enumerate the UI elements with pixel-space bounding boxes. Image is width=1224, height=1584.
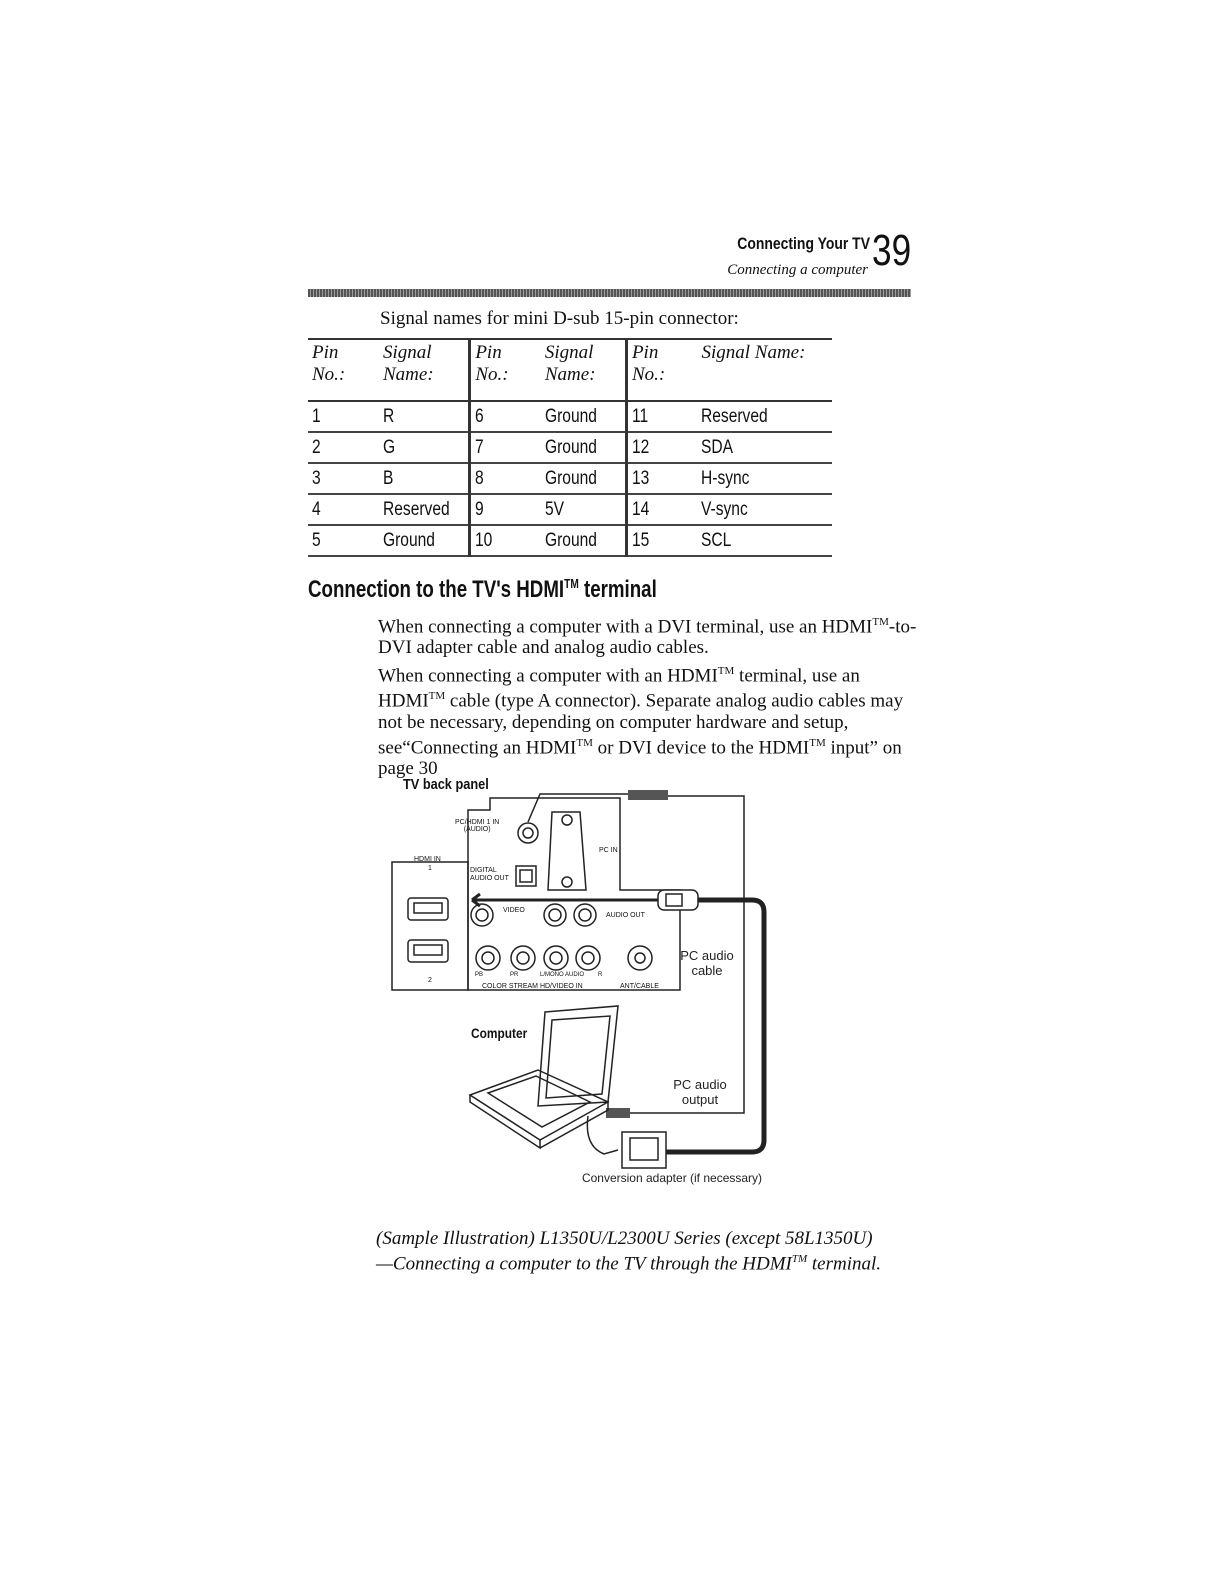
table-cell-text: H-sync	[701, 467, 750, 489]
table-cell	[379, 432, 470, 463]
paragraph-dvi	[378, 612, 918, 658]
digital-audio-out-text: AUDIO OUT	[470, 875, 509, 882]
table-cell-text: R	[383, 405, 395, 427]
table-cell	[470, 463, 541, 494]
conversion-adapter-callout: Conversion adapter (if necessary)	[581, 1171, 763, 1185]
table-cell-text: G	[383, 436, 396, 458]
pc-audio-output-line1: PC audio	[673, 1077, 727, 1092]
table-cell	[626, 525, 697, 556]
tv-back-panel-label: TV back panel	[403, 776, 489, 793]
table-cell-text: SCL	[701, 529, 732, 551]
caption-line2-end: terminal.	[807, 1253, 882, 1275]
para2-text-c: cable (type A connector). Separate analog audio cables may not be necessary, depending on computer hardware and setup, see“Connecting an HDMI	[378, 690, 904, 758]
table-cell	[470, 432, 541, 463]
table-cell-text: 3	[312, 467, 321, 489]
table-cell-text: 15	[631, 529, 650, 551]
para2-text-b: terminal, use an HDMI	[378, 665, 860, 712]
section-heading-text: Connection to the TV's HDMI	[308, 576, 565, 603]
header-pin-1: Pin No.:	[308, 339, 379, 401]
hdmi-2-label: 2	[428, 977, 432, 984]
audio-out-l-jack	[544, 904, 566, 926]
pc-audio-output-callout	[662, 1077, 738, 1107]
table-row	[308, 401, 832, 432]
table-cell	[541, 463, 627, 494]
header-signal-1-line2: Name:	[383, 364, 434, 385]
chapter-subtitle: Connecting a computer	[727, 262, 868, 278]
header-signal-1-line1: Signal	[383, 342, 432, 363]
header-pin-2: Pin No.:	[470, 339, 541, 401]
table-cell-text: 10	[475, 529, 493, 551]
pb-jack	[476, 946, 500, 970]
table-cell-text: 6	[475, 405, 485, 427]
para2-text-d: or DVI device to the HDMI	[592, 736, 810, 758]
caption-line2: —Connecting a computer to the TV through the HDMI	[376, 1253, 792, 1275]
pr-jack	[511, 946, 535, 970]
header-signal-3: Signal Name:	[697, 339, 832, 401]
table-intro: Signal names for mini D-sub 15-pin connector:	[380, 308, 739, 329]
header-signal-2-line2: Name:	[544, 364, 596, 385]
pc-hdmi1-in-label	[455, 819, 499, 833]
pc-audio-jack	[518, 823, 538, 843]
table-cell-text: SDA	[701, 436, 734, 458]
table-row	[308, 494, 832, 525]
header-pin-3: Pin No.:	[626, 339, 697, 401]
audio-l-jack	[544, 946, 568, 970]
trademark-mark: TM	[428, 690, 446, 703]
trademark-mark: TM	[791, 1253, 808, 1265]
table-row	[308, 525, 832, 556]
hdmi-panel-outline	[392, 862, 468, 990]
trademark-mark: TM	[809, 736, 826, 749]
video-jack	[471, 904, 493, 926]
table-cell	[308, 432, 379, 463]
hdmi-1-label: 1	[428, 865, 432, 872]
vga-port	[548, 812, 586, 890]
digital-text: DIGITAL	[470, 867, 497, 874]
table-cell-text: 12	[631, 436, 650, 458]
table-cell	[697, 432, 832, 463]
table-cell-text: 1	[312, 405, 321, 427]
table-cell-text: 5	[312, 529, 321, 551]
table-cell	[470, 525, 541, 556]
adapter-pointer	[587, 1116, 618, 1154]
table-cell-text: Ground	[383, 529, 435, 551]
figure-caption	[376, 1228, 916, 1274]
table-cell-text: 13	[631, 467, 650, 489]
table-cell	[541, 494, 627, 525]
table-cell-text: Ground	[544, 405, 597, 427]
paragraph-hdmi	[378, 661, 918, 779]
table-cell	[379, 401, 470, 432]
table-cell	[470, 401, 541, 432]
table-cell	[626, 401, 697, 432]
para2-text-a: When connecting a computer with an HDMI	[378, 665, 718, 687]
caption-line1: (Sample Illustration) L1350U/L2300U Series (except 58L1350U)	[376, 1228, 873, 1249]
connection-diagram	[380, 780, 780, 1200]
pb-label: PB	[475, 972, 484, 978]
para1-text-a: When connecting a computer with a DVI terminal, use an HDMI	[378, 616, 873, 638]
table-cell-text: 5V	[544, 498, 564, 520]
pc-audio-output-line2: output	[681, 1092, 719, 1107]
table-cell-text: 4	[312, 498, 321, 520]
table-cell	[541, 525, 627, 556]
table-cell-text: V-sync	[701, 498, 749, 520]
pr-label: PR	[510, 972, 519, 978]
hdmi-plug	[658, 890, 698, 910]
table-cell	[379, 494, 470, 525]
table-cell	[541, 432, 627, 463]
digital-audio-out-label	[470, 867, 509, 883]
table-cell-text: Ground	[544, 467, 597, 489]
computer-label: Computer	[471, 1025, 528, 1041]
audio-r-jack	[576, 946, 600, 970]
table-cell	[697, 525, 832, 556]
para1-text-b: -to-DVI adapter cable and analog audio cables.	[378, 616, 917, 659]
header-signal-1	[379, 339, 470, 401]
table-header-row	[308, 339, 832, 401]
table-cell-text: Reserved	[701, 405, 769, 427]
mono-label: L/MONO	[540, 972, 564, 978]
table-cell-text: 2	[312, 436, 321, 458]
table-cell	[697, 401, 832, 432]
table-cell-text: 11	[631, 405, 649, 427]
table-cell	[308, 494, 379, 525]
table-cell	[626, 432, 697, 463]
table-cell	[697, 494, 832, 525]
table-cell	[308, 463, 379, 494]
r-label: R	[598, 972, 603, 978]
pc-hdmi1-in-text: PC/HDMI 1 IN	[455, 819, 500, 826]
header-signal-2-line1: Signal	[544, 342, 594, 363]
pc-audio-cable-line1: PC audio	[680, 948, 734, 963]
header-signal-2	[541, 339, 627, 401]
table-row	[308, 432, 832, 463]
audio-text: (AUDIO)	[463, 826, 491, 833]
digital-audio-port	[516, 866, 536, 886]
table-cell-text: 14	[631, 498, 650, 520]
table-cell	[541, 401, 627, 432]
section-heading	[308, 576, 657, 604]
table-cell	[626, 463, 697, 494]
page-number: 39	[872, 226, 912, 275]
video-label: VIDEO	[503, 907, 525, 914]
pc-in-label: PC IN	[599, 847, 618, 854]
section-heading-suffix: terminal	[578, 576, 657, 603]
trademark-mark: TM	[564, 576, 579, 591]
color-stream-label: COLOR STREAM HD/VIDEO IN	[482, 983, 583, 990]
table-cell-text: Ground	[544, 436, 597, 458]
trademark-mark: TM	[576, 736, 593, 749]
audio-out-label: AUDIO OUT	[606, 912, 645, 919]
table-cell	[379, 525, 470, 556]
table-cell-text: B	[383, 467, 394, 489]
chapter-title: Connecting Your TV	[737, 234, 870, 253]
trademark-mark: TM	[717, 665, 735, 677]
table-cell-text: 7	[475, 436, 485, 458]
table-cell-text: Ground	[544, 529, 597, 551]
table-cell-text: 9	[475, 498, 485, 520]
hdmi-in-label: HDMI IN	[414, 856, 441, 863]
table-cell	[379, 463, 470, 494]
table-row	[308, 463, 832, 494]
header-rule	[308, 289, 911, 297]
table-cell	[308, 525, 379, 556]
pc-audio-cable-line2: cable	[691, 963, 723, 978]
table-cell	[308, 401, 379, 432]
para2-text-e: input” on page 30	[378, 736, 902, 779]
table-cell	[697, 463, 832, 494]
ant-cable-jack	[628, 946, 652, 970]
trademark-mark: TM	[872, 616, 889, 628]
audio-label: AUDIO	[565, 972, 585, 978]
table-cell	[626, 494, 697, 525]
pin-signal-table	[308, 338, 832, 557]
audio-out-r-jack	[574, 904, 596, 926]
table-cell	[470, 494, 541, 525]
table-cell-text: Reserved	[383, 498, 450, 520]
table-cell-text: 8	[475, 467, 485, 489]
pc-audio-cable-callout	[670, 948, 744, 978]
ant-cable-label: ANT/CABLE	[620, 983, 659, 990]
